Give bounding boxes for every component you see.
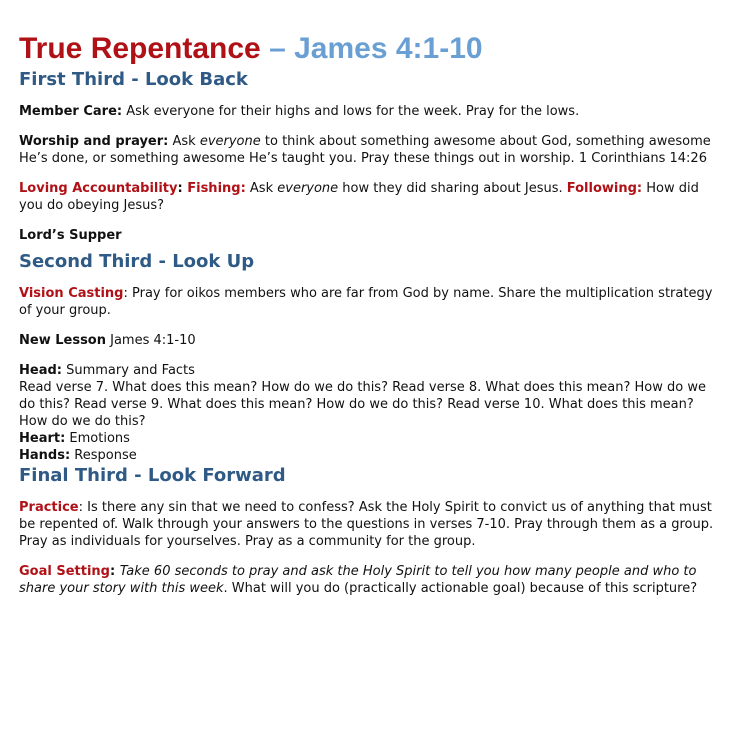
member-care-paragraph: [19, 103, 724, 120]
new-lesson-label: New Lesson: [19, 333, 106, 348]
page-title: [19, 30, 724, 68]
title-scripture-ref: James 4:1-10: [294, 32, 483, 65]
title-main: True Repentance: [19, 32, 261, 65]
fishing-emphasis: everyone: [277, 181, 339, 196]
second-third-heading: Second Third - Look Up: [19, 251, 255, 272]
head-line: [19, 362, 724, 379]
new-lesson-text: James 4:1-10: [106, 333, 196, 348]
heart-line: [19, 430, 724, 447]
goal-setting-label: Goal Setting: [19, 564, 110, 579]
new-lesson-paragraph: [19, 332, 724, 349]
fishing-text-2: how they did sharing about Jesus.: [338, 181, 567, 196]
accountability-label: Loving Accountability: [19, 181, 178, 196]
practice-label: Practice: [19, 500, 79, 515]
goal-setting-paragraph: [19, 563, 724, 597]
title-dash: –: [260, 32, 295, 65]
fishing-label: Fishing:: [187, 181, 246, 196]
accountability-paragraph: [19, 180, 724, 214]
vision-casting-label: Vision Casting: [19, 286, 124, 301]
practice-paragraph: [19, 499, 724, 550]
vision-casting-text: : Pray for oikos members who are far from God by name. Share the multiplication strategy of your group.: [19, 286, 713, 318]
goal-setting-text: . What will you do (practically actionable goal) because of this scripture?: [223, 581, 698, 596]
worship-label: Worship and prayer:: [19, 134, 169, 149]
head-text: Summary and Facts: [61, 363, 195, 378]
member-care-label: Member Care:: [19, 104, 123, 119]
hands-label: Hands:: [19, 448, 71, 463]
goal-setting-colon: :: [109, 564, 120, 579]
vision-casting-paragraph: [19, 285, 724, 319]
worship-text-1: Ask: [168, 134, 200, 149]
following-label: Following:: [566, 181, 643, 196]
fishing-text-1: Ask: [245, 181, 278, 196]
final-third-heading: Final Third - Look Forward: [19, 465, 286, 486]
hands-text: Response: [70, 448, 137, 463]
head-body: Read verse 7. What does this mean? How do we do this? Read verse 8. What does this mean? How do we do this? Read verse 9. What does this mean? How do we do this? Read verse 10. What does this mean? How do we do this?: [19, 380, 706, 429]
worship-paragraph: [19, 133, 724, 167]
member-care-text: Ask everyone for their highs and lows for the week. Pray for the lows.: [122, 104, 580, 119]
worship-text-2: to think about something awesome about God, something awesome He’s done, or something awesome He’s taught you. Pray these things out in worship. 1 Corinthians 14:26: [19, 134, 711, 166]
document-page: [19, 30, 724, 597]
accountability-colon: :: [177, 181, 188, 196]
goal-setting-emphasis: Take 60 seconds to pray and ask the Holy Spirit to tell you how many people and who to share your story with this week: [19, 564, 697, 596]
head-label: Head:: [19, 363, 62, 378]
hands-line: [19, 447, 724, 464]
lords-supper: Lord’s Supper: [19, 228, 122, 243]
practice-text: : Is there any sin that we need to confess? Ask the Holy Spirit to convict us of anything that must be repented of. Walk through your answers to the questions in verses 7-10. Pray through them as a group. Pray as individuals for yourselves. Pray as a community for the group.: [19, 500, 714, 549]
first-third-heading: First Third - Look Back: [19, 69, 248, 90]
following-text: How did you do obeying Jesus?: [19, 181, 699, 213]
worship-emphasis: everyone: [199, 134, 261, 149]
heart-text: Emotions: [65, 431, 130, 446]
heart-label: Heart:: [19, 431, 66, 446]
